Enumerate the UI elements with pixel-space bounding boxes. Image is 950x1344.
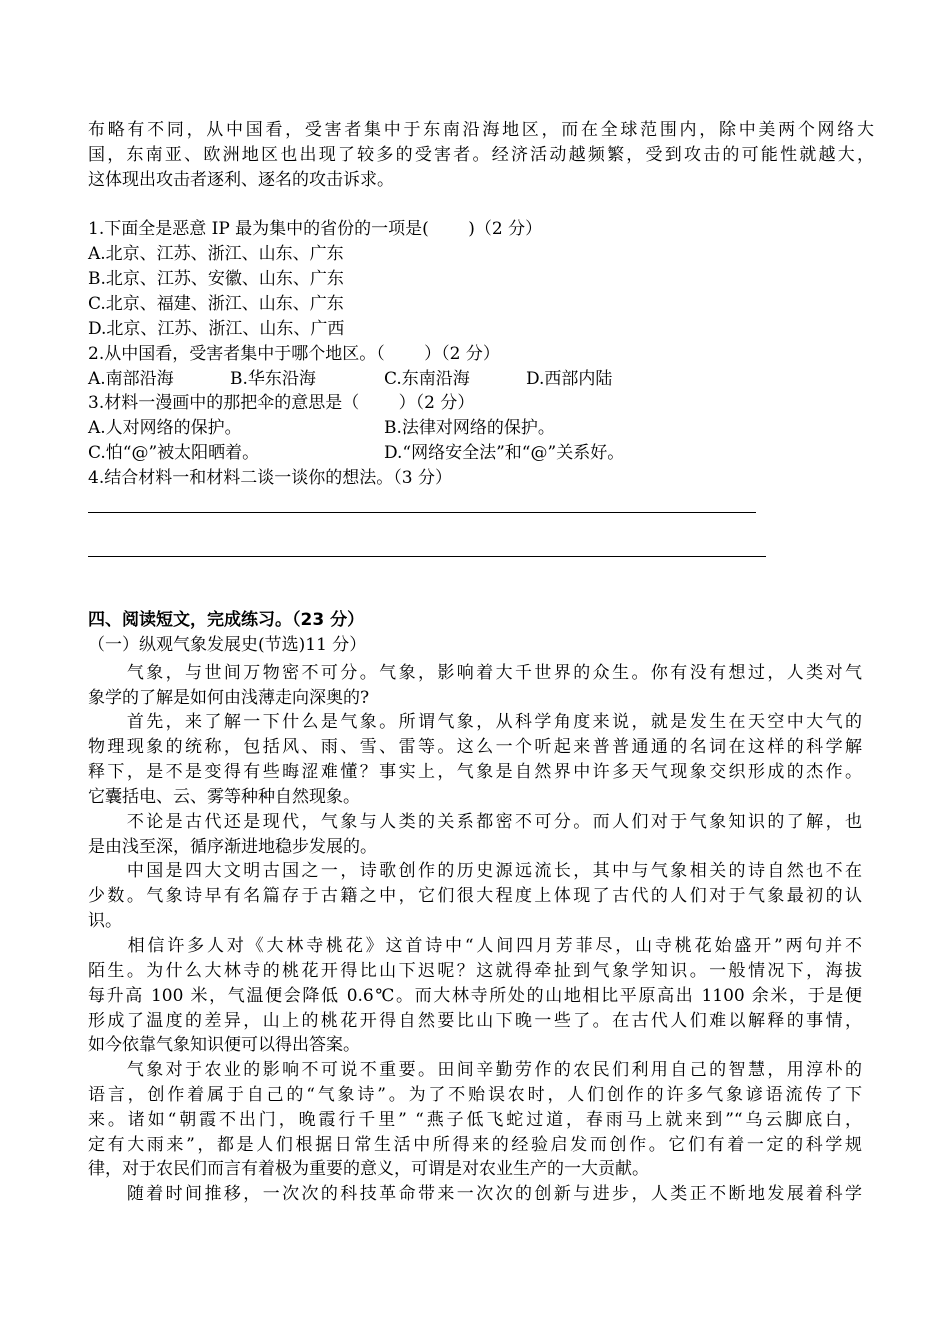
para2-line-2: 物理现象的统称，包括风、雨、雪、雷等。这么一个听起来普普通通的名词在这样的科学解 xyxy=(88,737,862,757)
q1-stem: 1.下面全是恶意 IP 最为集中的省份的一项是( )（2 分） xyxy=(88,219,543,239)
para6-line-1: 气象对于农业的影响不可说不重要。田间辛勤劳作的农民们利用自己的智慧，用淳朴的 xyxy=(88,1060,862,1080)
q1-option-a: A.北京、江苏、浙江、山东、广东 xyxy=(88,244,344,264)
section-heading: 四、阅读短文，完成练习。（23 分） xyxy=(88,610,365,630)
q1-option-c: C.北京、福建、浙江、山东、广东 xyxy=(88,294,344,314)
para1-line-1: 气象，与世间万物密不可分。气象，影响着大千世界的众生。你有没有想过，人类对气 xyxy=(88,663,862,683)
q3-stem: 3.材料一漫画中的那把伞的意思是（ ）（2 分） xyxy=(88,393,475,413)
para5-line-5: 如今依靠气象知识便可以得出答案。 xyxy=(88,1035,360,1055)
q1-option-b: B.北京、江苏、安徽、山东、广东 xyxy=(88,269,344,289)
para7-line-1: 随着时间推移，一次次的科技革命带来一次次的创新与进步，人类正不断地发展着科学 xyxy=(88,1184,862,1204)
intro-line-1: 布略有不同，从中国看，受害者集中于东南沿海地区，而在全球范围内，除中美两个网络大 xyxy=(88,120,874,140)
q3-option-a: A.人对网络的保护。 xyxy=(88,418,242,438)
para6-line-3: 来。诸如“朝霞不出门，晚霞行千里” “燕子低飞蛇过道，春雨马上就来到”“乌云脚底白， xyxy=(88,1110,862,1130)
para2-line-1: 首先，来了解一下什么是气象。所谓气象，从科学角度来说，就是发生在天空中大气的 xyxy=(88,712,862,732)
para2-line-4: 它囊括电、云、雾等种种自然现象。 xyxy=(88,787,360,807)
para4-line-2: 少数。气象诗早有名篇存于古籍之中，它们很大程度上体现了古代的人们对于气象最初的认 xyxy=(88,886,862,906)
para6-line-4: 定有大雨来”，都是人们根据日常生活中所得来的经验启发而创作。它们有着一定的科学规 xyxy=(88,1135,862,1155)
q4-stem: 4.结合材料一和材料二谈一谈你的想法。（3 分） xyxy=(88,468,452,488)
answer-line-2[interactable] xyxy=(88,556,766,557)
para5-line-2: 陌生。为什么大林寺的桃花开得比山下迟呢？这就得牵扯到气象学知识。一般情况下，海拔 xyxy=(88,961,862,981)
section-subheading: （一）纵观气象发展史(节选)11 分） xyxy=(88,635,367,655)
para3-line-2: 是由浅至深，循序渐进地稳步发展的。 xyxy=(88,837,377,857)
q2-option-d: D.西部内陆 xyxy=(526,369,613,389)
para6-line-2: 语言，创作着属于自己的“气象诗”。为了不贻误农时，人们创作的许多气象谚语流传了下 xyxy=(88,1085,862,1105)
para4-line-3: 识。 xyxy=(88,911,122,931)
intro-line-3: 这体现出攻击者逐利、逐名的攻击诉求。 xyxy=(88,170,394,190)
intro-line-2: 国，东南亚、欧洲地区也出现了较多的受害者。经济活动越频繁，受到攻击的可能性就越大， xyxy=(88,145,874,165)
q2-option-b: B.华东沿海 xyxy=(230,369,316,389)
para2-line-3: 释下，是不是变得有些晦涩难懂？事实上，气象是自然界中许多天气现象交织形成的杰作。 xyxy=(88,762,862,782)
answer-line-1[interactable] xyxy=(88,512,756,513)
q2-option-a: A.南部沿海 xyxy=(88,369,174,389)
q3-option-b: B.法律对网络的保护。 xyxy=(384,418,555,438)
para1-line-2: 象学的了解是如何由浅薄走向深奥的? xyxy=(88,688,370,708)
q2-option-c: C.东南沿海 xyxy=(384,369,470,389)
para5-line-4: 形成了温度的差异，山上的桃花开得自然要比山下晚一些了。在古代人们难以解释的事情， xyxy=(88,1011,862,1031)
para6-line-5: 律，对于农民们而言有着极为重要的意义，可谓是对农业生产的一大贡献。 xyxy=(88,1159,649,1179)
q2-stem: 2.从中国看，受害者集中于哪个地区。（ ）（2 分） xyxy=(88,344,500,364)
para5-line-1: 相信许多人对《大林寺桃花》这首诗中“人间四月芳菲尽，山寺桃花始盛开”两句并不 xyxy=(88,936,862,956)
q1-option-d: D.北京、江苏、浙江、山东、广西 xyxy=(88,319,345,339)
para3-line-1: 不论是古代还是现代，气象与人类的关系都密不可分。而人们对于气象知识的了解，也 xyxy=(88,812,862,832)
para4-line-1: 中国是四大文明古国之一，诗歌创作的历史源远流长，其中与气象相关的诗自然也不在 xyxy=(88,861,862,881)
para5-line-3: 每升高 100 米，气温便会降低 0.6℃。而大林寺所处的山地相比平原高出 1100 余米，于是便 xyxy=(88,986,862,1006)
q3-option-c: C.怕“@”被太阳晒着。 xyxy=(88,443,260,463)
q3-option-d: D.“网络安全法”和“@”关系好。 xyxy=(384,443,625,463)
